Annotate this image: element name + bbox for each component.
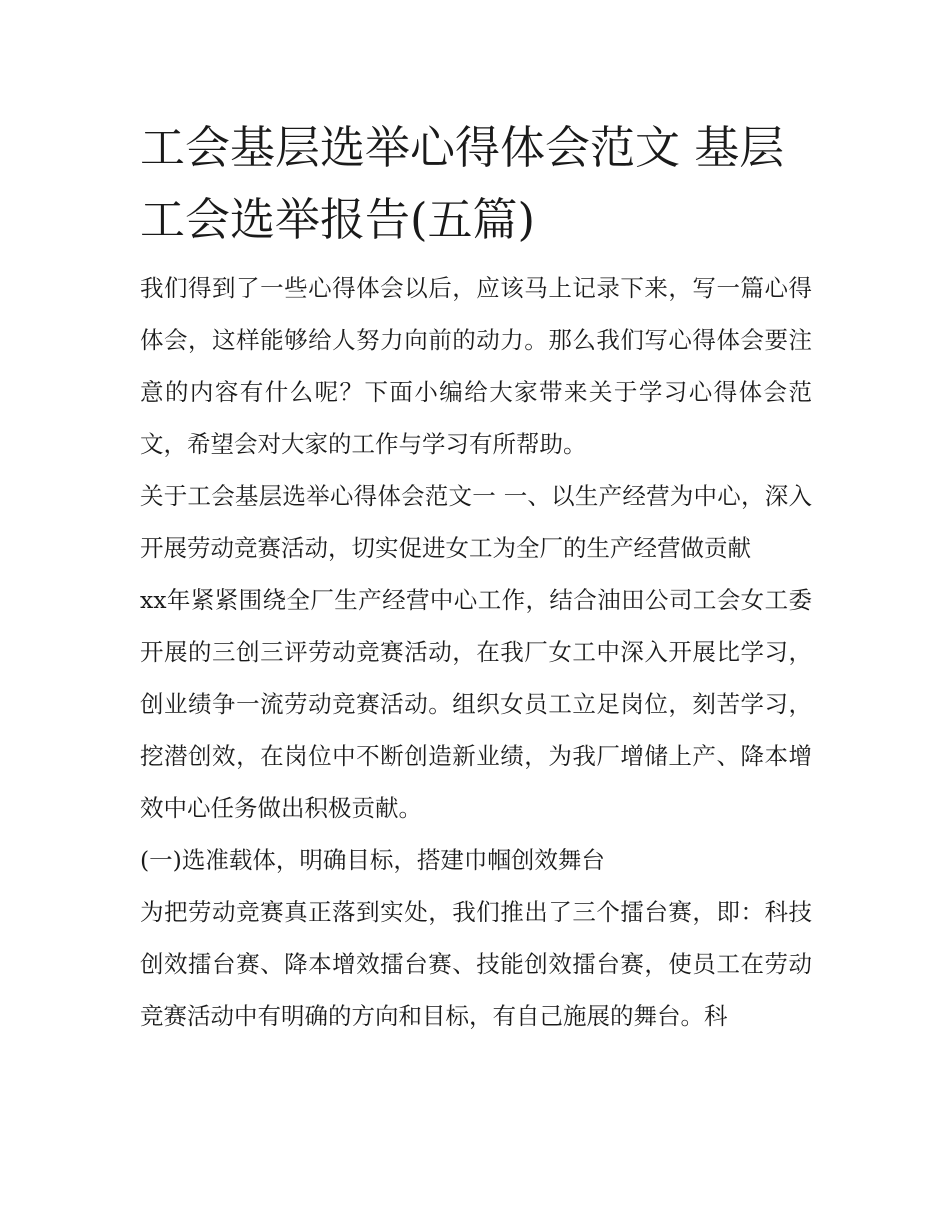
document-body xyxy=(140,112,812,1042)
paragraph-subheading: (一)选准载体，明确目标，搭建巾帼创效舞台 xyxy=(140,846,605,874)
paragraph-intro: 我们得到了一些心得体会以后，应该马上记录下来，写一篇心得体会，这样能够给人努力向前的动力。那么我们写心得体会要注意的内容有什么呢？下面小编给大家带来关于学习心得体会范文，希望会对大家的工作与学习有所帮助。 xyxy=(140,274,812,458)
paragraph-competition: xx年紧紧围绕全厂生产经营中心工作，结合油田公司工会女工委开展的三创三评劳动竞赛活动，在我厂女工中深入开展比学习，创业绩争一流劳动竞赛活动。组织女员工立足岗位，刻苦学习，挖潜创效，在岗位中不断创造新业绩，为我厂增储上产、降本增效中心任务做出积极贡献。 xyxy=(140,586,812,822)
paragraph-section-heading: 关于工会基层选举心得体会范文一 一、以生产经营为中心，深入开展劳动竞赛活动，切实促进女工为全厂的生产经营做贡献 xyxy=(140,482,812,562)
document-title: 工会基层选举心得体会范文 基层工会选举报告(五篇) xyxy=(140,121,785,246)
paragraph-contests: 为把劳动竞赛真正落到实处，我们推出了三个擂台赛，即：科技创效擂台赛、降本增效擂台赛、技能创效擂台赛，使员工在劳动竞赛活动中有明确的方向和目标，有自己施展的舞台。科 xyxy=(140,898,812,1030)
